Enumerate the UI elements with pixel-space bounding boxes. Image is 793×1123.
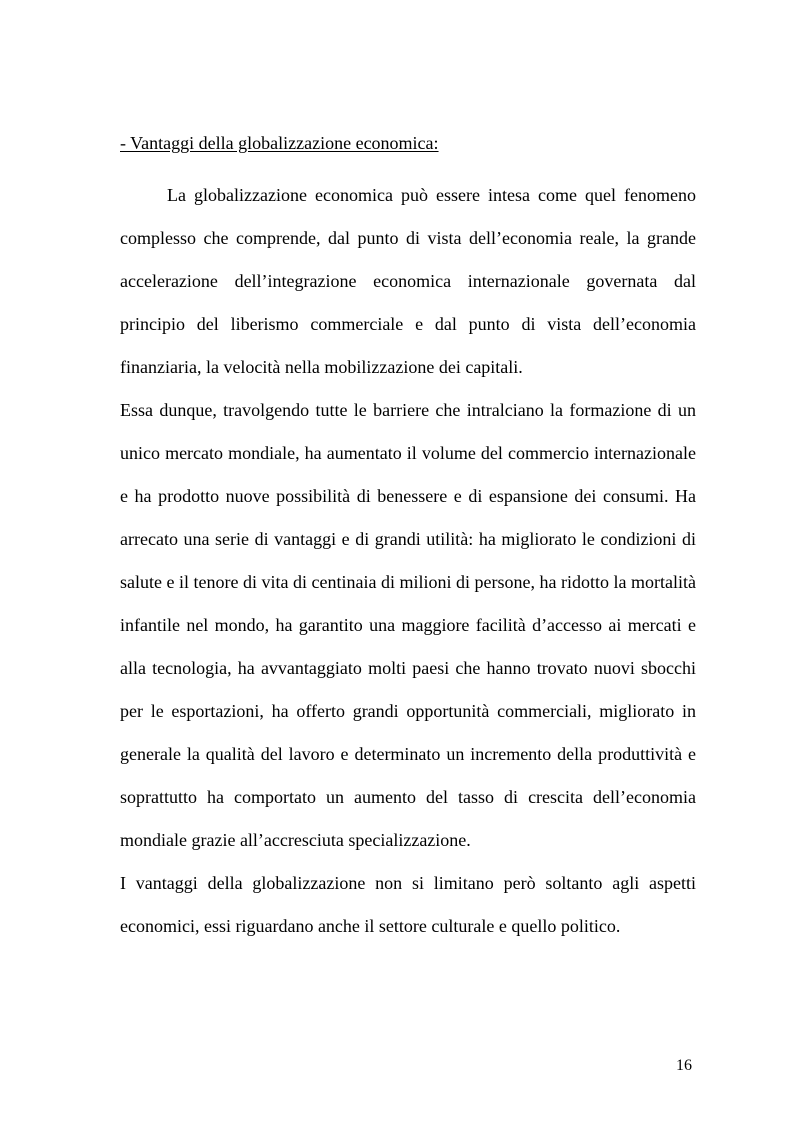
paragraph-advantages: Essa dunque, travolgendo tutte le barriere che intralciano la formazione di un unico mercato mondiale, ha aumentato il volume del commercio internazionale e ha prodotto nuove possibilità di benessere e di espansione dei consumi. Ha arrecato una serie di vantaggi e di grandi utilità: ha migliorato le condizioni di salute e il tenore di vita di centinaia di milioni di persone, ha ridotto la mortalità infantile nel mondo, ha garantito una maggiore facilità d’accesso ai mercati e alla tecnologia, ha avvantaggiato molti paesi che hanno trovato nuovi sbocchi per le esportazioni, ha offerto grandi opportunità commerciali, migliorato in generale la qualità del lavoro e determinato un incremento della produttività e soprattutto ha comportato un aumento del tasso di crescita dell’economia mondiale grazie all’accresciuta specializzazione. <box>120 400 696 850</box>
body-text <box>120 174 696 948</box>
paragraph-cultural-political: I vantaggi della globalizzazione non si limitano però soltanto agli aspetti economici, essi riguardano anche il settore culturale e quello politico. <box>120 873 696 936</box>
section-heading: - Vantaggi della globalizzazione economica: <box>120 133 439 153</box>
paragraph-definition: La globalizzazione economica può essere intesa come quel fenomeno complesso che comprende, dal punto di vista dell’economia reale, la grande accelerazione dell’integrazione economica internazionale governata dal principio del liberismo commerciale e dal punto di vista dell’economia finanziaria, la velocità nella mobilizzazione dei capitali. <box>120 185 696 377</box>
page-number: 16 <box>676 1057 692 1074</box>
